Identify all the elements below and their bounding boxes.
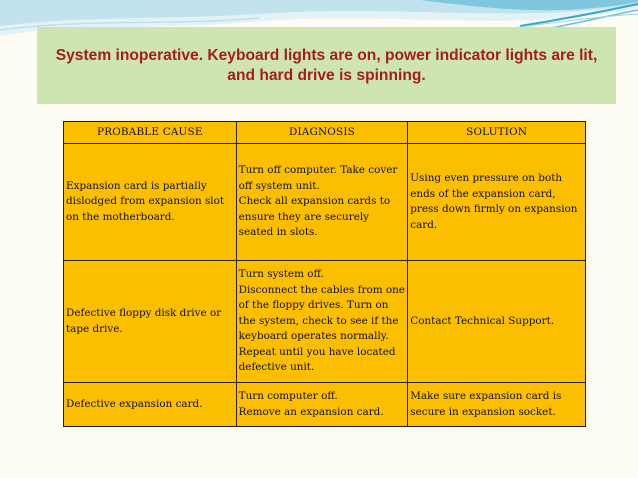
diagnosis-line: Turn system off. — [238, 268, 324, 281]
header-solution: SOLUTION — [408, 122, 586, 144]
diagnosis-cell — [236, 383, 408, 427]
solution-cell: Using even pressure on both ends of the expansion card, press down firmly on expansion card. — [408, 144, 586, 261]
cause-cell: Defective floppy disk drive or tape drive. — [64, 261, 237, 383]
solution-cell: Contact Technical Support. — [408, 261, 586, 383]
troubleshooting-table — [63, 121, 586, 427]
slide-title: System inoperative. Keyboard lights are on, power indicator lights are lit, and hard drive is spinning. — [55, 46, 598, 84]
title-banner — [37, 27, 616, 104]
diagnosis-cell — [236, 261, 408, 383]
table-row — [64, 144, 586, 261]
cause-cell: Expansion card is partially dislodged from expansion slot on the motherboard. — [64, 144, 237, 261]
cause-cell: Defective expansion card. — [64, 383, 237, 427]
table-header-row — [64, 122, 586, 144]
table-row — [64, 261, 586, 383]
solution-cell: Make sure expansion card is secure in expansion socket. — [408, 383, 586, 427]
diagnosis-line: Check all expansion cards to ensure they are securely seated in slots. — [238, 195, 391, 239]
header-diagnosis: DIAGNOSIS — [236, 122, 408, 144]
diagnosis-line: Turn computer off. — [238, 390, 338, 402]
diagnosis-line: Turn off computer. Take cover off system unit. — [238, 164, 398, 192]
diagnosis-line: Remove an expansion card. — [238, 405, 384, 418]
diagnosis-cell — [236, 144, 408, 261]
diagnosis-line: Disconnect the cables from one of the floppy drives. Turn on the system, check to see if the keyboard operates normally. Repeat until you have located defective unit. — [238, 283, 405, 374]
table-row — [64, 383, 586, 427]
header-probable-cause: PROBABLE CAUSE — [64, 122, 237, 144]
